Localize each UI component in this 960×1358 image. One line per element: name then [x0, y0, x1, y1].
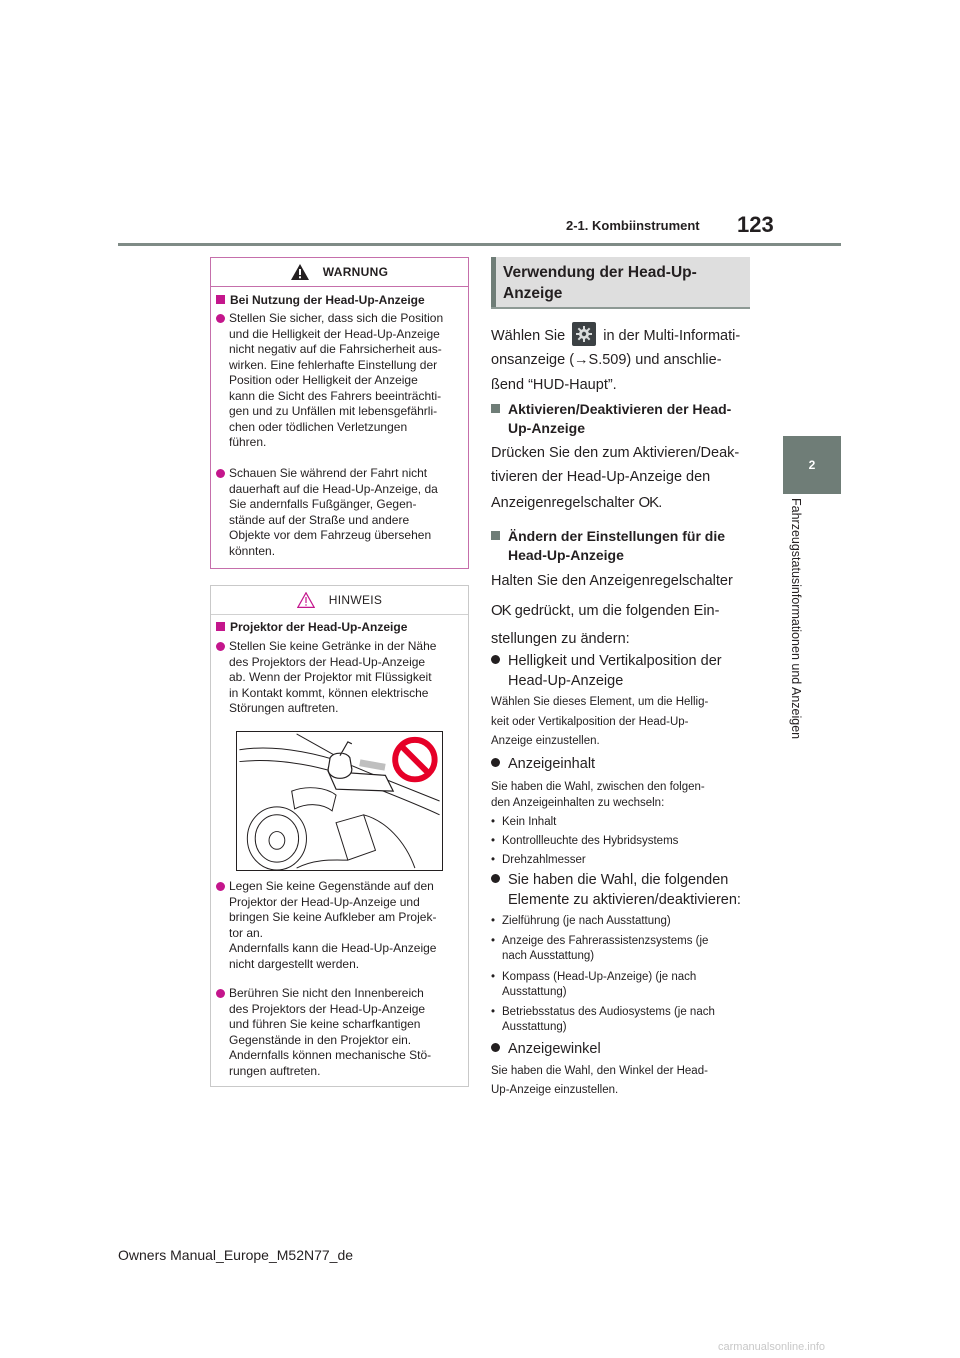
footer-text: Owners Manual_Europe_M52N77_de	[118, 1247, 354, 1263]
option-desc: Up-Anzeige einzustellen.	[491, 1084, 619, 1096]
bullet-icon	[216, 314, 225, 323]
bullet-icon	[216, 469, 225, 478]
note-item: Stellen Sie keine Getränke in der Nähe des Projektors der Head-Up-Anzeige ab. Wenn der Projektor mit Flüssigkeit in Kontakt kommt, können elektrische Störungen auftreten.	[216, 639, 461, 717]
caution-triangle-icon	[297, 592, 315, 608]
intro-line: ßend “HUD-Haupt”.	[491, 377, 617, 393]
page-number: 123	[737, 212, 774, 237]
option-title: Helligkeit und Vertikalposition der Head-Up-Anzeige	[491, 651, 722, 691]
note-heading: Projektor der Head-Up-Anzeige	[216, 620, 407, 634]
bullet-icon	[491, 758, 500, 767]
hud-projector-illustration	[236, 731, 443, 871]
section-heading-rule	[491, 307, 750, 309]
center-display	[336, 815, 375, 860]
intro-line: Wählen Sie in der Multi-Informati-	[491, 322, 740, 347]
warning-title: WARNUNG	[322, 265, 389, 279]
list-item: • Zielführung (je nach Ausstattung)	[491, 915, 671, 927]
body-line: tivieren der Head-Up-Anzeige den	[491, 469, 711, 485]
square-bullet-icon	[491, 404, 500, 413]
option-desc: Wählen Sie dieses Element, um die Hellig-	[491, 696, 709, 708]
prohibition-icon	[395, 740, 434, 779]
option-desc: den Anzeigeinhalten zu wechseln:	[491, 797, 665, 809]
ok-button-icon: OK	[638, 494, 659, 511]
gear-icon	[572, 322, 596, 346]
body-line: Halten Sie den Anzeigenregelschalter	[491, 573, 733, 589]
option-title: Anzeigeinhalt	[491, 754, 595, 774]
body-line: OK gedrückt, um die folgenden Ein-	[491, 602, 720, 619]
note-header	[211, 586, 468, 615]
header-rule	[118, 243, 841, 246]
warning-heading: Bei Nutzung der Head-Up-Anzeige	[216, 293, 425, 307]
bullet-icon	[491, 874, 500, 883]
body-line: Anzeigenregelschalter OK.	[491, 494, 663, 511]
bullet-icon	[216, 642, 225, 651]
warning-item: Stellen Sie sicher, dass sich die Position und die Helligkeit der Head-Up-Anzeige nicht negativ auf die Fahrsicherheit aus- wirken. Eine fehlerhafte Einstellung der Position oder Helligkeit der Anzeige kann die Sicht des Fahrers beeinträchti- gen und zu Unfällen mit lebensgefährli- chen oder tödlichen Verletzungen führen.	[216, 311, 461, 451]
chapter-tab	[783, 436, 841, 494]
watermark: carmanualsonline.info	[718, 1341, 826, 1353]
option-desc: Sie haben die Wahl, zwischen den folgen-	[491, 781, 705, 793]
section-heading: Verwendung der Head-Up- Anzeige	[503, 264, 697, 302]
list-item: • Kompass (Head-Up-Anzeige) (je nach Ausstattung)	[491, 971, 697, 998]
intro-line: onsanzeige (→S.509) und anschlie-	[491, 352, 722, 368]
list-item: • Anzeige des Fahrerassistenzsystems (je nach Ausstattung)	[491, 935, 709, 962]
warning-header	[211, 258, 468, 287]
list-item: • Betriebsstatus des Audiosystems (je nach Ausstattung)	[491, 1006, 715, 1033]
body-line: stellungen zu ändern:	[491, 631, 630, 647]
warning-item: Schauen Sie während der Fahrt nicht dauerhaft auf die Head-Up-Anzeige, da Sie andernfalls Fußgänger, Gegen- stände auf der Straße und andere Objekte vor dem Fahrzeug übersehen könnten.	[216, 466, 461, 559]
square-bullet-icon	[216, 622, 225, 631]
option-title: Sie haben die Wahl, die folgenden Elemente zu aktivieren/deaktivieren:	[491, 870, 741, 910]
body-line: Drücken Sie den zum Aktivieren/Deak-	[491, 445, 740, 461]
option-desc: Sie haben die Wahl, den Winkel der Head-	[491, 1065, 708, 1077]
square-bullet-icon	[216, 295, 225, 304]
ok-button-icon: OK	[491, 602, 511, 619]
list-item: • Kontrollleuchte des Hybridsystems	[491, 835, 679, 847]
bullet-icon	[216, 882, 225, 891]
subsection-title: Ändern der Einstellungen für die Head-Up-Anzeige	[491, 527, 725, 565]
chapter-title: Fahrzeugstatusinformationen und Anzeigen	[789, 498, 803, 740]
option-desc: keit oder Vertikalposition der Head-Up-	[491, 716, 689, 728]
section-title: 2-1. Kombiinstrument	[566, 218, 700, 233]
option-desc: Anzeige einzustellen.	[491, 735, 600, 747]
chapter-number: 2	[808, 458, 816, 472]
square-bullet-icon	[491, 531, 500, 540]
bullet-icon	[491, 655, 500, 664]
warning-triangle-icon	[291, 264, 309, 280]
chapter-title-vertical	[785, 498, 805, 778]
section-heading-bar	[491, 257, 496, 308]
note-item: Berühren Sie nicht den Innenbereich des Projektors der Head-Up-Anzeige und führen Sie keine scharfkantigen Gegenstände in den Projektor ein. Andernfalls können mechanische Stö- rungen auftreten.	[216, 986, 461, 1079]
bullet-icon	[216, 989, 225, 998]
warning-box	[210, 257, 469, 569]
list-item: • Drehzahlmesser	[491, 854, 586, 866]
note-title: HINWEIS	[328, 593, 383, 607]
bullet-icon	[491, 1043, 500, 1052]
subsection-title: Aktivieren/Deaktivieren der Head- Up-Anzeige	[491, 400, 731, 438]
option-title: Anzeigewinkel	[491, 1039, 601, 1059]
note-item: Legen Sie keine Gegenstände auf den Projektor der Head-Up-Anzeige und bringen Sie keine Aufkleber am Projek- tor an. Andernfalls kann die Head-Up-Anzeige nicht dargestellt werden.	[216, 879, 461, 972]
steering-wheel	[247, 807, 306, 870]
list-item: • Kein Inhalt	[491, 816, 557, 828]
